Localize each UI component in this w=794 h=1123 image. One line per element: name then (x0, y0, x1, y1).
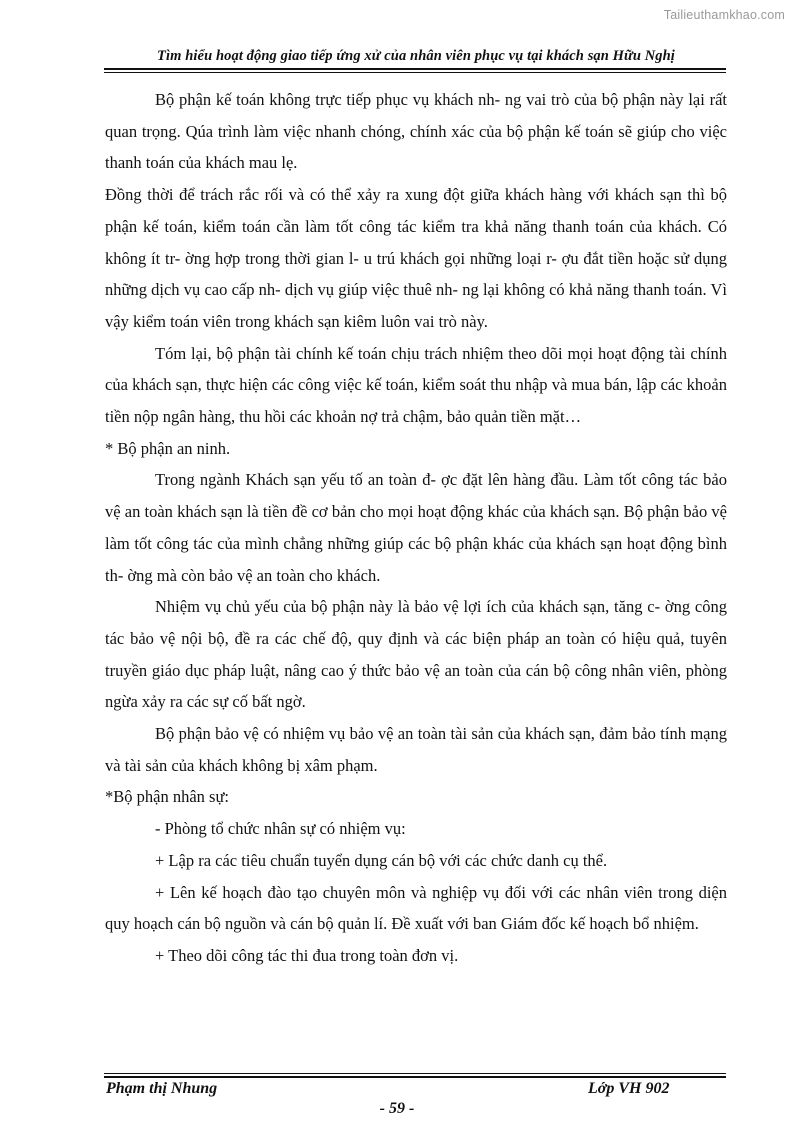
paragraph: Đồng thời để trách rắc rối và có thể xảy ra xung đột giữa khách hàng với khách sạn thì bộ phận kế toán, kiểm toán cần làm tốt công tác kiểm tra khả năng thanh toán của khách. Có không ít tr- ờng hợp trong thời gian l- u trú khách gọi những loại r- ợu đắt tiền hoặc sử dụng những dịch vụ cao cấp nh- dịch vụ giúp việc thuê nh- ng lại không có khả năng thanh toán. Vì vậy kiểm toán viên trong khách sạn kiêm luôn vai trò này. (105, 185, 727, 331)
header-rule (104, 68, 726, 73)
page-number: - 59 - (379, 1100, 415, 1117)
paragraph: Tóm lại, bộ phận tài chính kế toán chịu trách nhiệm theo dõi mọi hoạt động tài chính của khách sạn, thực hiện các công việc kế toán, kiểm soát thu nhập và mua bán, lập các khoản tiền nộp ngân hàng, thu hồi các khoản nợ trả chậm, bảo quản tiền mặt… (105, 343, 727, 427)
section-heading-hr: *Bộ phận nhân sự: (105, 787, 229, 807)
list-item: - Phòng tổ chức nhân sự có nhiệm vụ: (155, 819, 406, 839)
paragraph: Bộ phận kế toán không trực tiếp phục vụ khách nh- ng vai trò của bộ phận này lại rất quan trọng. Qúa trình làm việc nhanh chóng, chính xác của bộ phận kế toán sẽ giúp cho việc thanh toán của khách mau lẹ. (105, 90, 727, 173)
watermark-text: Tailieuthamkhao.com (663, 8, 785, 22)
list-item: + Lập ra các tiêu chuẩn tuyển dụng cán bộ với các chức danh cụ thể. (155, 850, 608, 870)
footer-rule (104, 1073, 726, 1078)
list-item: + Theo dõi công tác thi đua trong toàn đơn vị. (155, 945, 459, 965)
paragraph: Bộ phận bảo vệ có nhiệm vụ bảo vệ an toàn tài sản của khách sạn, đảm bảo tính mạng và tài sản của khách không bị xâm phạm. (105, 724, 727, 775)
footer-author: Phạm thị Nhung (106, 1080, 218, 1097)
section-heading-security: * Bộ phận an ninh. (105, 438, 231, 458)
list-item: + Lên kế hoạch đào tạo chuyên môn và nghiệp vụ đối với các nhân viên trong diện quy hoạch cán bộ nguồn và cán bộ quản lí. Đề xuất với ban Giám đốc kế hoạch bổ nhiệm. (105, 882, 727, 934)
running-header-title: Tìm hiểu hoạt động giao tiếp ứng xử của nhân viên phục vụ tại khách sạn Hữu Nghị (157, 48, 675, 64)
paragraph: Nhiệm vụ chủ yếu của bộ phận này là bảo vệ lợi ích của khách sạn, tăng c- ờng công tác bảo vệ nội bộ, đề ra các chế độ, quy định và các biện pháp an toàn có hiệu quả, tuyên truyền giáo dục pháp luật, nâng cao ý thức bảo vệ an toàn của cán bộ công nhân viên, phòng ngừa xảy ra các sự cố bất ngờ. (105, 597, 727, 712)
document-body (105, 84, 727, 972)
footer-class: Lớp VH 902 (588, 1080, 670, 1097)
paragraph: Trong ngành Khách sạn yếu tố an toàn đ- ợc đặt lên hàng đầu. Làm tốt công tác bảo vệ an toàn khách sạn là tiền đề cơ bản cho mọi hoạt động khác của khách sạn. Bộ phận bảo vệ làm tốt công tác của mình chẳng những giúp các bộ phận khác của khách sạn hoạt động bình th- ờng mà còn bảo vệ an toàn cho khách. (105, 470, 727, 585)
